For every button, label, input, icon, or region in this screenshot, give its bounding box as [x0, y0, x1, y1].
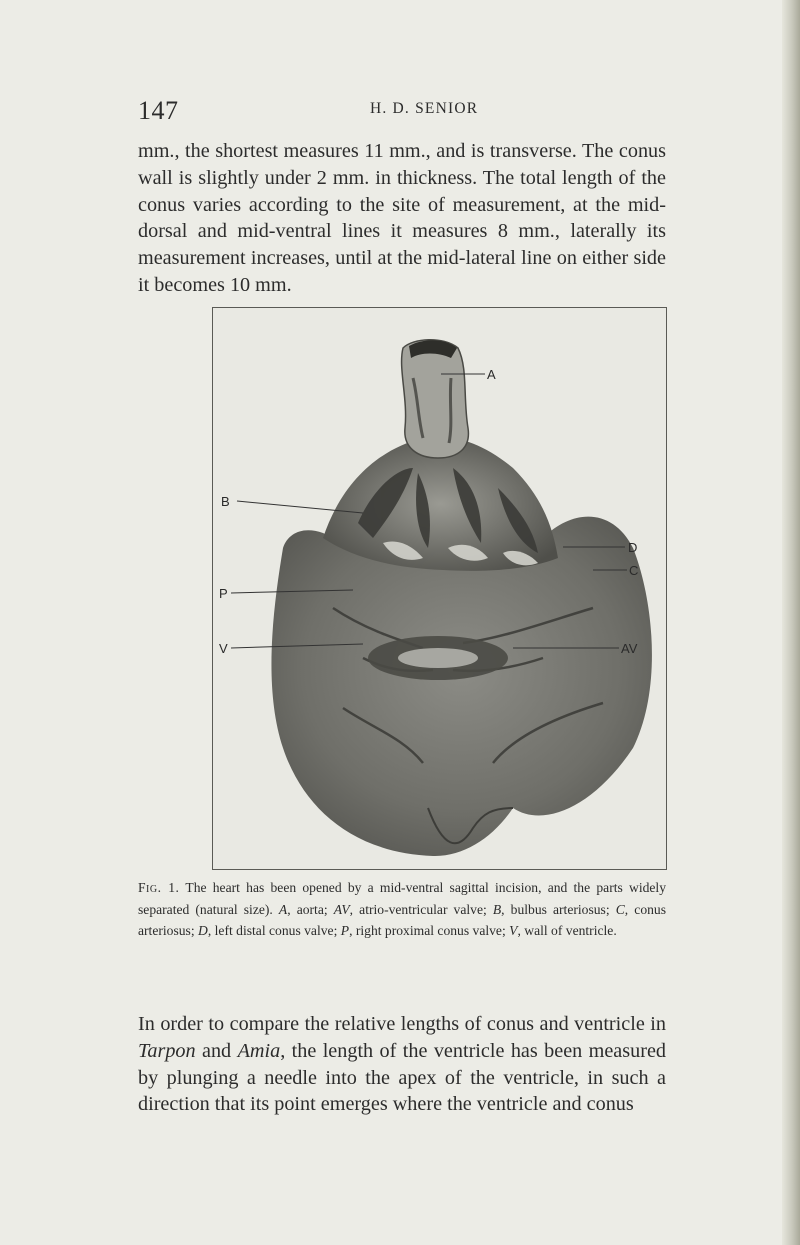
label-C: C: [629, 563, 639, 578]
caption-key-P: P: [340, 923, 350, 938]
label-A: A: [487, 367, 496, 382]
species-amia: Amia: [237, 1039, 281, 1062]
label-AV: AV: [621, 641, 638, 656]
figure-caption: [138, 877, 666, 942]
label-B: B: [221, 494, 230, 509]
species-tarpon: Tarpon: [138, 1039, 196, 1062]
label-P: P: [219, 586, 228, 601]
caption-key-A: A: [278, 901, 288, 917]
caption-key-B: B: [492, 901, 502, 917]
figure-heart-illustration: [212, 307, 667, 870]
caption-def-V: , wall of ventricle.: [517, 923, 617, 938]
caption-key-V: V: [509, 923, 518, 938]
paragraph-2-text-3: , the length of the ventricle has been measured by plunging a needle into the apex of the ventricle, in such a direction that its point emerges where the ventricle and conus: [138, 1039, 666, 1116]
caption-def-B: , bulbus arteriosus;: [501, 901, 616, 917]
heart-drawing: [213, 308, 666, 869]
caption-def-A: , aorta;: [287, 901, 334, 917]
paragraph-2-text-1: In order to compare the relative lengths of conus and ventricle in: [138, 1013, 666, 1035]
body-paragraph-2: [138, 1011, 666, 1118]
caption-text: The heart has been opened by a mid-ventral sagittal incision, and the parts widely separated (natural size).: [138, 880, 667, 917]
caption-def-D: , left distal conus valve;: [207, 923, 341, 938]
page-edge: [782, 0, 800, 1245]
page-number: 147: [138, 96, 179, 125]
caption-fig-label: Fig. 1.: [138, 880, 180, 895]
caption-def-AV: , atrio-ventricular valve;: [349, 901, 493, 917]
running-head: H. D. SENIOR: [370, 100, 479, 117]
label-V: V: [219, 641, 228, 656]
page-header: [138, 96, 658, 125]
paragraph-2-text-2: and: [195, 1039, 238, 1062]
caption-def-P: , right proximal conus valve;: [349, 923, 510, 938]
caption-key-C: C: [615, 901, 625, 917]
label-D: D: [628, 540, 638, 555]
caption-key-AV: AV: [333, 901, 350, 917]
caption-def-C: , conus arteriosus;: [138, 901, 666, 938]
body-paragraph-1: mm., the shortest measures 11 mm., and is transverse. The conus wall is slightly under 2 mm. in thickness. The total length of the conus varies according to the site of measurement, at the mid-dorsal and mid-ventral lines it measures 8 mm., laterally its measurement increases, until at the mid-lateral line on either side it becomes 10 mm.: [138, 140, 666, 296]
caption-key-D: D: [198, 923, 208, 938]
